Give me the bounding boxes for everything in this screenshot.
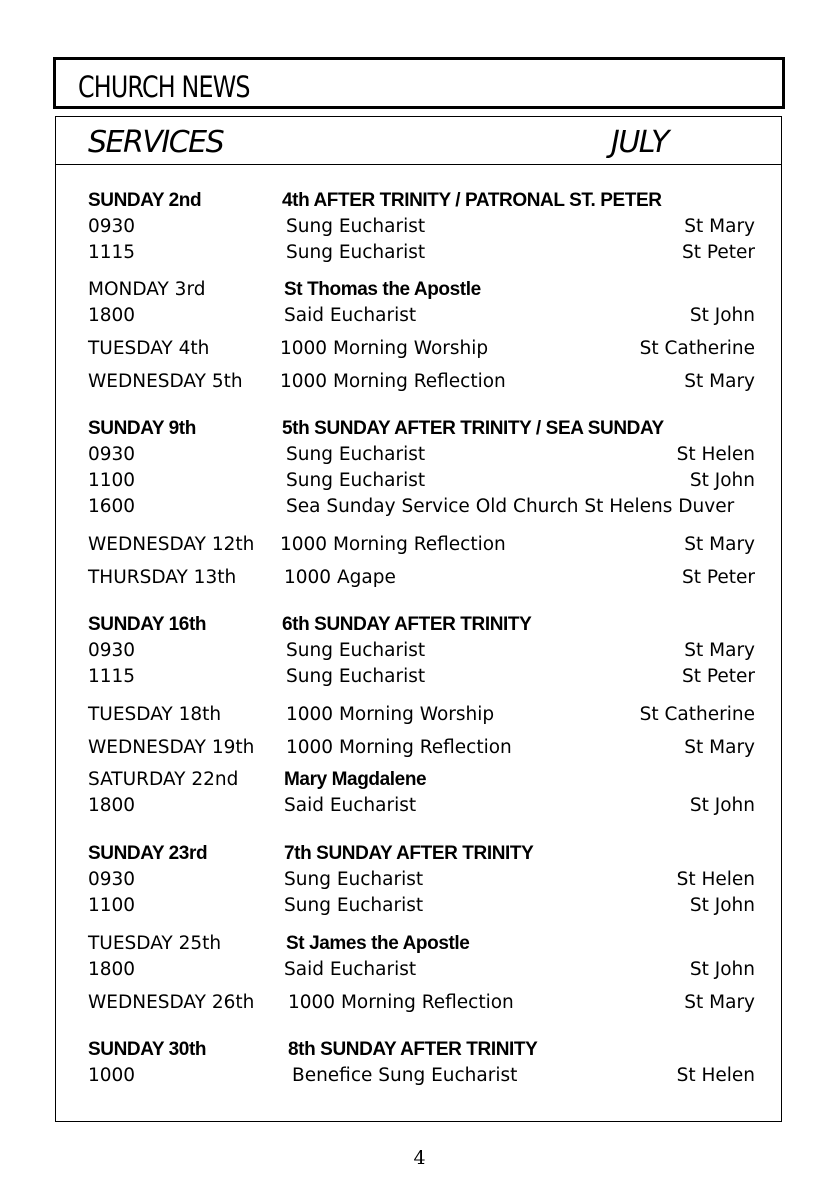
service-row: [56, 843, 781, 869]
service-row: [56, 959, 781, 985]
service-row: [56, 496, 781, 522]
service-description: Sung Eucharist: [286, 470, 426, 491]
service-day: 1115: [88, 666, 136, 687]
service-row: [56, 567, 781, 593]
service-row: [56, 279, 781, 305]
service-day: SUNDAY 23rd: [88, 843, 208, 864]
service-row: [56, 1065, 781, 1091]
service-description: 1000 Morning Reflection: [280, 534, 506, 555]
service-description: Benefice Sung Eucharist: [292, 1065, 518, 1086]
service-day: 1600: [88, 496, 136, 517]
service-day: WEDNESDAY 19th: [88, 737, 255, 758]
service-row: [56, 418, 781, 444]
service-day: 1100: [88, 895, 136, 916]
service-day: TUESDAY 18th: [88, 704, 222, 725]
service-location: St Mary: [684, 534, 755, 555]
service-row: [56, 470, 781, 496]
service-row: [56, 305, 781, 331]
service-description: Said Eucharist: [284, 795, 417, 816]
service-description: Sung Eucharist: [286, 242, 426, 263]
service-day: 1800: [88, 959, 136, 980]
service-row: [56, 992, 781, 1018]
service-row: [56, 795, 781, 821]
service-day: TUESDAY 4th: [88, 338, 210, 359]
service-location: St Mary: [684, 371, 755, 392]
service-day: SUNDAY 9th: [88, 418, 196, 439]
service-location: St Mary: [684, 992, 755, 1013]
service-location: St Catherine: [639, 338, 755, 359]
service-day: 0930: [88, 640, 136, 661]
service-row: [56, 190, 781, 216]
service-day: SUNDAY 2nd: [88, 190, 202, 211]
service-description: St Thomas the Apostle: [284, 279, 481, 300]
service-location: St Mary: [684, 640, 755, 661]
service-row: [56, 895, 781, 921]
service-row: [56, 704, 781, 730]
service-row: [56, 737, 781, 763]
service-day: MONDAY 3rd: [88, 279, 206, 300]
service-day: TUESDAY 25th: [88, 933, 222, 954]
service-row: [56, 338, 781, 364]
service-row: [56, 614, 781, 640]
service-description: 1000 Agape: [284, 567, 396, 588]
service-description: 1000 Morning Reflection: [288, 992, 514, 1013]
service-description: Sung Eucharist: [284, 895, 424, 916]
service-location: St Mary: [684, 216, 755, 237]
service-description: 4th AFTER TRINITY / PATRONAL ST. PETER: [282, 190, 662, 211]
service-day: WEDNESDAY 5th: [88, 371, 243, 392]
service-day: SUNDAY 16th: [88, 614, 207, 635]
service-description: 1000 Morning Worship: [286, 704, 495, 725]
services-heading: SERVICES: [88, 125, 224, 160]
service-location: St Peter: [682, 567, 755, 588]
service-row: [56, 1039, 781, 1065]
service-description: Mary Magdalene: [284, 769, 427, 790]
service-description: St James the Apostle: [286, 933, 470, 954]
service-row: [56, 869, 781, 895]
service-description: Sea Sunday Service Old Church St Helens Duver: [286, 496, 735, 517]
service-location: St Helen: [676, 444, 755, 465]
service-day: 0930: [88, 216, 136, 237]
service-description: 7th SUNDAY AFTER TRINITY: [284, 843, 534, 864]
service-description: Sung Eucharist: [286, 666, 426, 687]
service-description: Sung Eucharist: [286, 640, 426, 661]
service-description: 1000 Morning Reflection: [286, 737, 512, 758]
service-location: St John: [689, 470, 755, 491]
service-location: St Mary: [684, 737, 755, 758]
service-description: Said Eucharist: [284, 305, 417, 326]
service-day: 1800: [88, 795, 136, 816]
service-row: [56, 216, 781, 242]
service-day: SATURDAY 22nd: [88, 769, 239, 790]
header-box: [53, 57, 785, 109]
service-description: 6th SUNDAY AFTER TRINITY: [282, 614, 532, 635]
service-row: [56, 371, 781, 397]
service-day: 1115: [88, 242, 136, 263]
service-description: Sung Eucharist: [286, 444, 426, 465]
service-description: 1000 Morning Reflection: [280, 371, 506, 392]
service-row: [56, 769, 781, 795]
service-day: WEDNESDAY 26th: [88, 992, 255, 1013]
service-description: Sung Eucharist: [284, 869, 424, 890]
service-day: 1800: [88, 305, 136, 326]
month-heading: JULY: [611, 125, 668, 160]
page-number: 4: [413, 1147, 426, 1169]
service-description: 8th SUNDAY AFTER TRINITY: [288, 1039, 538, 1060]
service-location: St Helen: [676, 869, 755, 890]
service-location: St John: [689, 795, 755, 816]
services-box: [55, 116, 782, 1122]
service-location: St Peter: [682, 242, 755, 263]
services-heading-row: [56, 117, 781, 165]
service-row: [56, 666, 781, 692]
service-location: St John: [689, 959, 755, 980]
service-description: 1000 Morning Worship: [280, 338, 489, 359]
service-location: St Peter: [682, 666, 755, 687]
service-day: SUNDAY 30th: [88, 1039, 207, 1060]
service-location: St Catherine: [639, 704, 755, 725]
service-row: [56, 242, 781, 268]
service-row: [56, 640, 781, 666]
service-location: St John: [689, 305, 755, 326]
service-description: 5th SUNDAY AFTER TRINITY / SEA SUNDAY: [282, 418, 664, 439]
service-day: 0930: [88, 444, 136, 465]
service-row: [56, 534, 781, 560]
service-row: [56, 444, 781, 470]
service-day: 0930: [88, 869, 136, 890]
service-day: 1000: [88, 1065, 136, 1086]
service-day: WEDNESDAY 12th: [88, 534, 255, 555]
page-title: CHURCH NEWS: [78, 70, 250, 104]
service-row: [56, 933, 781, 959]
service-location: St Helen: [676, 1065, 755, 1086]
service-description: Sung Eucharist: [286, 216, 426, 237]
service-day: 1100: [88, 470, 136, 491]
service-location: St John: [689, 895, 755, 916]
service-description: Said Eucharist: [284, 959, 417, 980]
service-day: THURSDAY 13th: [88, 567, 237, 588]
